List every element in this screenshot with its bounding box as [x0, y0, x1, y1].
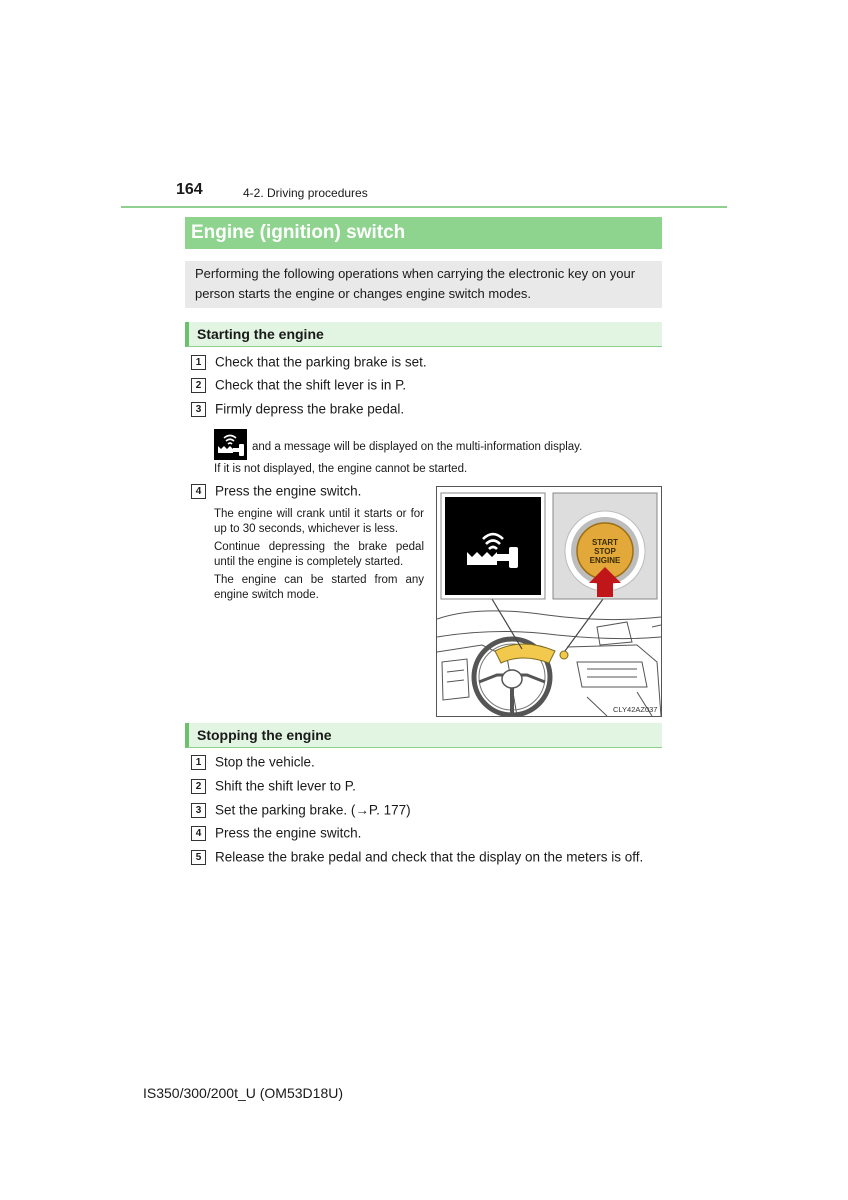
step-text: Shift the shift lever to P.	[215, 778, 356, 794]
step-text: Stop the vehicle.	[215, 754, 315, 770]
step-number: 3	[191, 803, 206, 818]
indicator-note: and a message will be displayed on the multi-information display.	[252, 441, 583, 453]
engine-start-illustration	[436, 486, 662, 717]
step-text: Press the engine switch.	[215, 483, 362, 499]
step-text: Firmly depress the brake pedal.	[215, 401, 405, 417]
header-rule	[121, 206, 727, 208]
start-step-2	[191, 377, 406, 393]
starting-engine-heading: Starting the engine	[185, 322, 662, 347]
stop-step-2	[191, 778, 356, 794]
svg-text:ENGINE: ENGINE	[589, 556, 621, 565]
manual-footer: IS350/300/200t_U (OM53D18U)	[143, 1085, 343, 1101]
section-reference: 4-2. Driving procedures	[243, 186, 368, 200]
step-number: 4	[191, 484, 206, 499]
intro-box: Performing the following operations when carrying the electronic key on your person starts the engine or changes engine switch modes.	[185, 261, 662, 308]
svg-text:START: START	[591, 538, 619, 547]
step-number: 2	[191, 779, 206, 794]
step-number: 2	[191, 378, 206, 393]
step4-paragraph-2: Continue depressing the brake pedal until the engine is completely started.	[214, 541, 424, 568]
step-text: Check that the shift lever is in P.	[215, 377, 407, 393]
page-title: Engine (ignition) switch	[185, 217, 662, 249]
svg-text:STOP: STOP	[594, 547, 616, 556]
key-brake-indicator-icon	[214, 429, 247, 460]
stop-step-3	[191, 802, 411, 818]
stop-step-1	[191, 754, 315, 770]
step-number: 5	[191, 850, 206, 865]
step-text: Set the parking brake. (→P. 177)	[215, 802, 411, 818]
step-number: 1	[191, 755, 206, 770]
stop-step-4	[191, 825, 361, 841]
stop-step-5	[191, 849, 643, 865]
step-text: Press the engine switch.	[215, 825, 362, 841]
step-number: 4	[191, 826, 206, 841]
not-displayed-note: If it is not displayed, the engine cannot be started.	[214, 463, 468, 475]
step-number: 3	[191, 402, 206, 417]
step4-paragraph-3: The engine can be started from any engine switch mode.	[214, 574, 424, 601]
illustration-code: CLY42AZ037	[613, 705, 658, 714]
start-step-3	[191, 401, 404, 417]
step-text: Check that the parking brake is set.	[215, 354, 427, 370]
stopping-engine-heading: Stopping the engine	[185, 723, 662, 748]
start-step-1	[191, 354, 427, 370]
step4-paragraph-1: The engine will crank until it starts or for up to 30 seconds, whichever is less.	[214, 508, 424, 535]
page-number: 164	[176, 181, 203, 198]
start-step-4	[191, 483, 361, 499]
step-text: Release the brake pedal and check that the display on the meters is off.	[215, 849, 644, 865]
step-number: 1	[191, 355, 206, 370]
